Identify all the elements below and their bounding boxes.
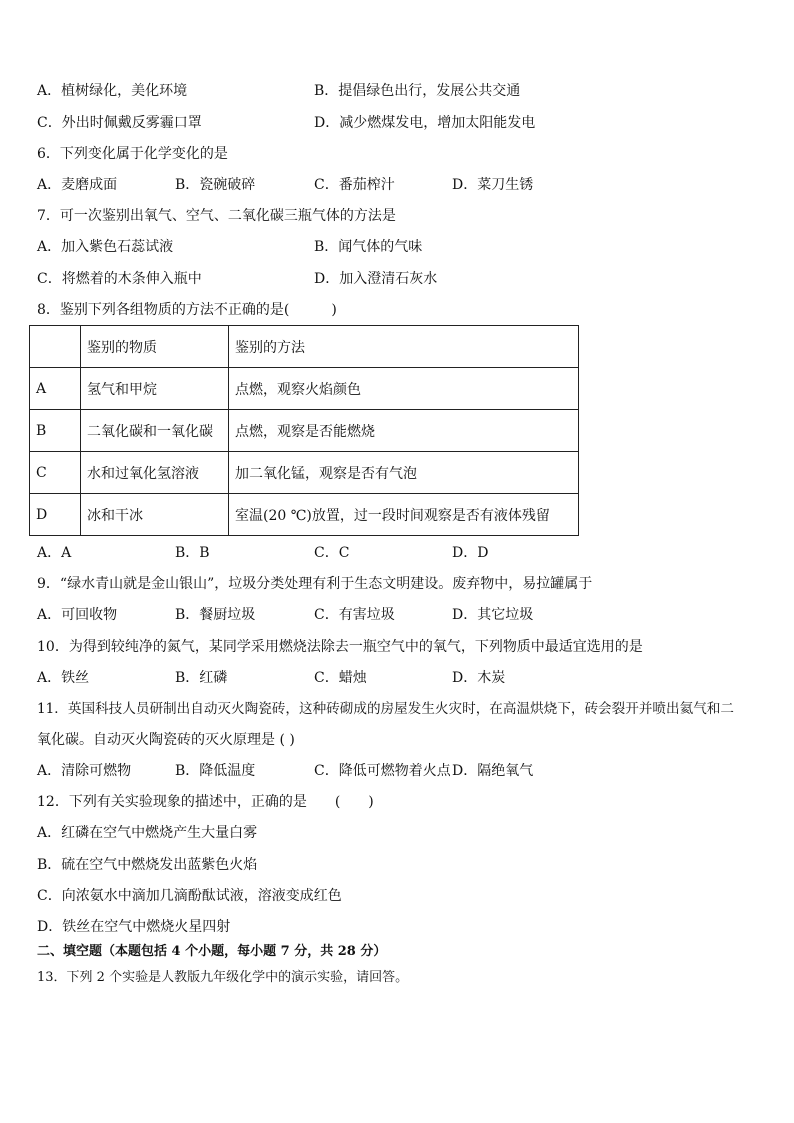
q11-stem-line2: 氧化碳。自动灭火陶瓷砖的灭火原理是 ( ) bbox=[37, 732, 295, 748]
q9-option-d: D．其它垃圾 bbox=[452, 607, 534, 623]
q6-option-b: B．瓷碗破碎 bbox=[175, 177, 256, 193]
q8-stem: 8．鉴别下列各组物质的方法不正确的是( ) bbox=[37, 302, 337, 318]
table-cell: 水和过氧化氢溶液 bbox=[81, 452, 229, 494]
q10-option-b: B．红磷 bbox=[175, 670, 228, 686]
q9-stem: 9．“绿水青山就是金山银山”，垃圾分类处理有利于生态文明建设。废弃物中，易拉罐属于 bbox=[37, 576, 593, 592]
q10-option-d: D．木炭 bbox=[452, 670, 506, 686]
q11-option-c: C．降低可燃物着火点 bbox=[314, 763, 451, 779]
q6-option-a: A．麦磨成面 bbox=[37, 177, 118, 193]
section-heading: 二、填空题（本题包括 4 个小题，每小题 7 分，共 28 分） bbox=[37, 944, 387, 959]
q8-option-b: B．B bbox=[175, 545, 210, 561]
q11-stem-line1: 11．英国科技人员研制出自动灭火陶瓷砖，这种砖砌成的房屋发生火灾时，在高温烘烧下，砖会裂开并喷出氦气和二 bbox=[37, 701, 734, 717]
q8-table bbox=[29, 325, 579, 536]
table-row bbox=[30, 410, 579, 452]
q12-option-d: D．铁丝在空气中燃烧火星四射 bbox=[37, 919, 231, 935]
q11-option-a: A．清除可燃物 bbox=[37, 763, 132, 779]
q6-stem: 6．下列变化属于化学变化的是 bbox=[37, 146, 228, 162]
q5-option-a: A．植树绿化，美化环境 bbox=[37, 83, 188, 99]
q10-stem: 10．为得到较纯净的氮气，某同学采用燃烧法除去一瓶空气中的氧气，下列物质中最适宜选用的是 bbox=[37, 639, 643, 655]
table-cell: 冰和干冰 bbox=[81, 494, 229, 536]
q5-option-b: B．提倡绿色出行，发展公共交通 bbox=[314, 83, 521, 99]
q9-option-c: C．有害垃圾 bbox=[314, 607, 395, 623]
q7-stem: 7．可一次鉴别出氧气、空气、二氧化碳三瓶气体的方法是 bbox=[37, 208, 396, 224]
q13-stem: 13．下列 2 个实验是人教版九年级化学中的演示实验，请回答。 bbox=[37, 970, 409, 985]
table-cell: 氢气和甲烷 bbox=[81, 368, 229, 410]
table-cell: 加二氧化锰，观察是否有气泡 bbox=[229, 452, 579, 494]
table-row bbox=[30, 494, 579, 536]
table-header-row bbox=[30, 326, 579, 368]
q9-option-b: B．餐厨垃圾 bbox=[175, 607, 256, 623]
table-cell: A bbox=[30, 368, 81, 410]
q12-option-b: B．硫在空气中燃烧发出蓝紫色火焰 bbox=[37, 857, 258, 873]
q8-option-c: C．C bbox=[314, 545, 350, 561]
table-cell: 二氧化碳和一氧化碳 bbox=[81, 410, 229, 452]
table-header: 鉴别的方法 bbox=[229, 326, 579, 368]
q7-option-c: C．将燃着的木条伸入瓶中 bbox=[37, 271, 202, 287]
table-cell: 点燃，观察是否能燃烧 bbox=[229, 410, 579, 452]
q10-option-c: C．蜡烛 bbox=[314, 670, 367, 686]
q11-option-d: D．隔绝氧气 bbox=[452, 763, 534, 779]
q7-option-d: D．加入澄清石灰水 bbox=[314, 271, 438, 287]
q12-option-a: A．红磷在空气中燃烧产生大量白雾 bbox=[37, 825, 258, 841]
q5-option-d: D．减少燃煤发电，增加太阳能发电 bbox=[314, 115, 536, 131]
q7-option-b: B．闻气体的气味 bbox=[314, 239, 423, 255]
table-cell: 点燃，观察火焰颜色 bbox=[229, 368, 579, 410]
table-header: 鉴别的物质 bbox=[81, 326, 229, 368]
table-cell bbox=[30, 326, 81, 368]
table-cell: D bbox=[30, 494, 81, 536]
q7-option-a: A．加入紫色石蕊试液 bbox=[37, 239, 174, 255]
q5-option-c: C．外出时佩戴反雾霾口罩 bbox=[37, 115, 202, 131]
q8-option-a: A．A bbox=[37, 545, 72, 561]
q12-stem: 12．下列有关实验现象的描述中，正确的是 ( ) bbox=[37, 794, 374, 810]
table-cell: B bbox=[30, 410, 81, 452]
q12-option-c: C．向浓氨水中滴加几滴酚酞试液，溶液变成红色 bbox=[37, 888, 342, 904]
q9-option-a: A．可回收物 bbox=[37, 607, 118, 623]
table-row bbox=[30, 368, 579, 410]
q8-option-d: D．D bbox=[452, 545, 489, 561]
table-cell: 室温(20 ℃)放置，过一段时间观察是否有液体残留 bbox=[229, 494, 579, 536]
table-cell: C bbox=[30, 452, 81, 494]
table-row bbox=[30, 452, 579, 494]
q11-option-b: B．降低温度 bbox=[175, 763, 256, 779]
q10-option-a: A．铁丝 bbox=[37, 670, 90, 686]
q6-option-c: C．番茄榨汁 bbox=[314, 177, 395, 193]
q6-option-d: D．菜刀生锈 bbox=[452, 177, 534, 193]
